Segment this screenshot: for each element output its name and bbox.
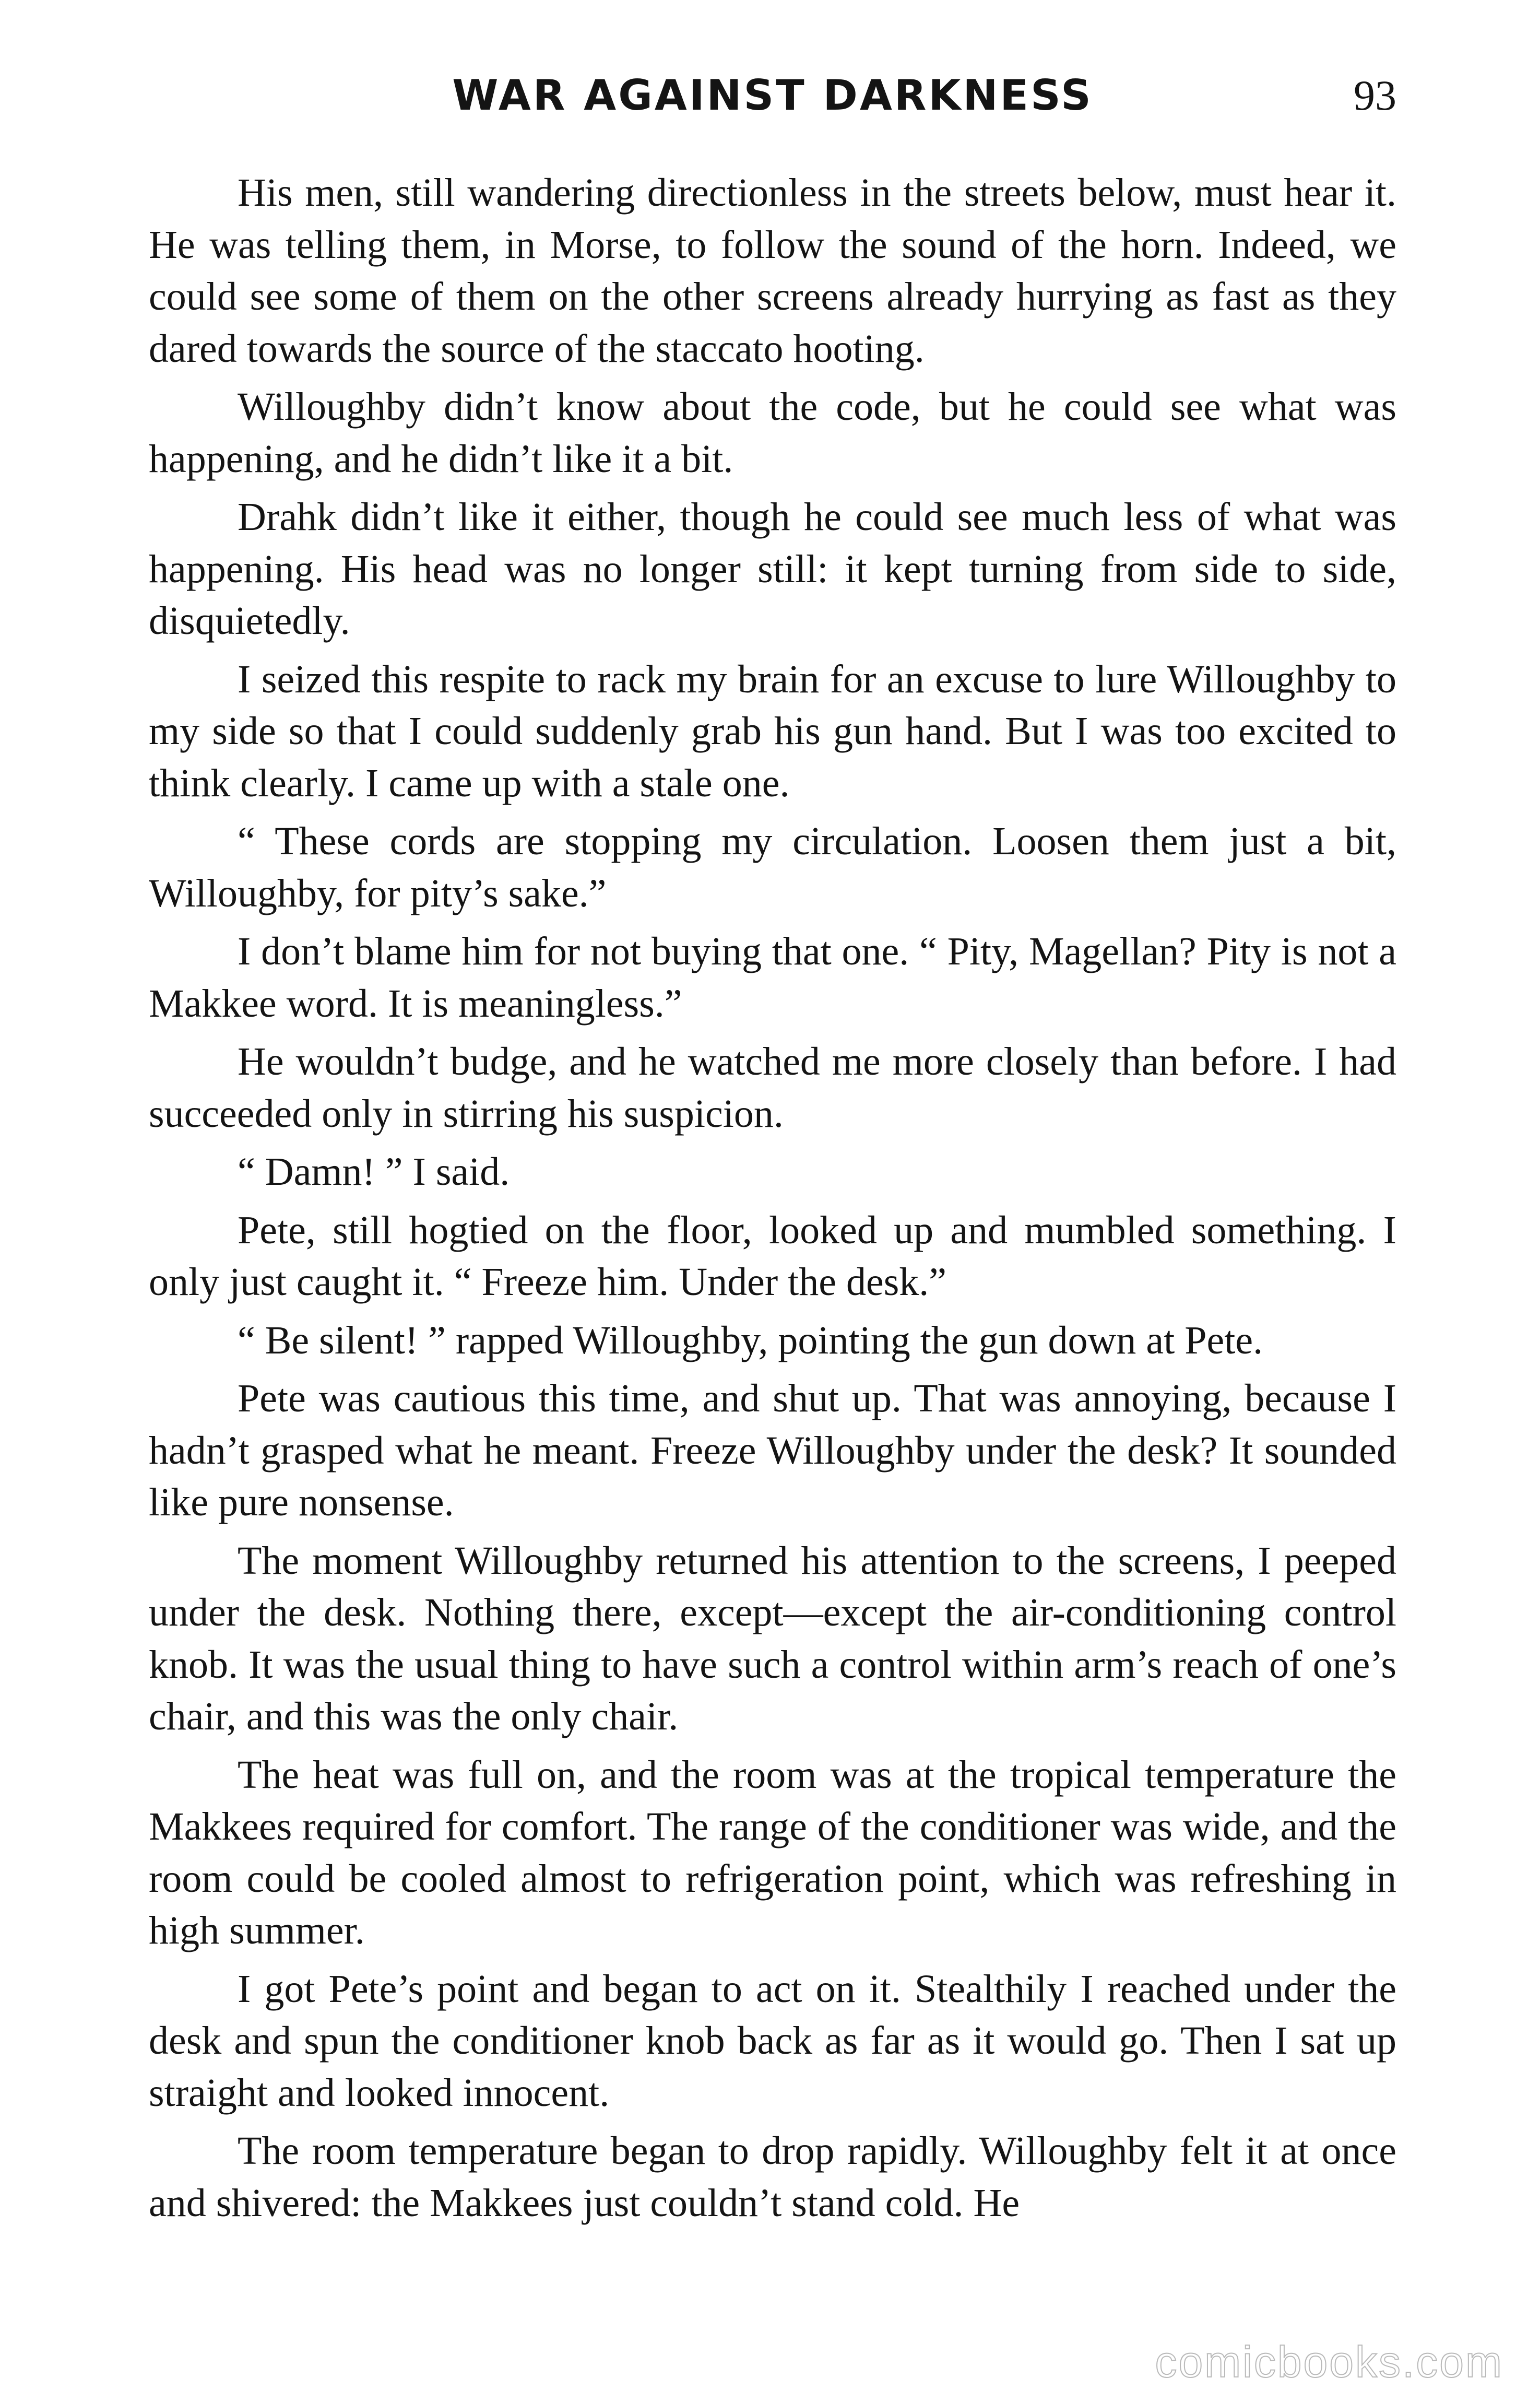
paragraph-6: I don’t blame him for not buying that one. “ Pity, Magellan? Pity is not a Makkee word. It is meaningless.” <box>149 929 1396 1026</box>
paragraph-1: His men, still wandering directionless in the streets below, must hear it. He was telling them, in Morse, to follow the sound of the horn. Indeed, we could see some of them on the other screens already hurrying as fast as they dared towards the source of the staccato hooting. <box>149 171 1396 371</box>
running-head <box>149 67 1396 124</box>
body-text <box>149 167 1396 2235</box>
paragraph-15: The room temperature began to drop rapidly. Willoughby felt it at once and shivered: the Makkees just couldn’t stand cold. He <box>149 2129 1396 2225</box>
paragraph-12: The moment Willoughby returned his attention to the screens, I peeped under the desk. Nothing there, except—except the air-conditioning control knob. It was the usual thing to have such a control within arm’s reach of one’s chair, and this was the only chair. <box>149 1538 1396 1738</box>
page-number: 93 <box>1354 72 1396 119</box>
paragraph-8: “ Damn! ” I said. <box>238 1150 510 1194</box>
paragraph-7: He wouldn’t budge, and he watched me more closely than before. I had succeeded only in stirring his suspicion. <box>149 1040 1396 1136</box>
watermark: comicbooks.com <box>1155 2337 1503 2386</box>
paragraph-4: I seized this respite to rack my brain for an excuse to lure Willoughby to my side so that I could suddenly grab his gun hand. But I was too excited to think clearly. I came up with a stale one. <box>149 657 1396 805</box>
paragraph-2: Willoughby didn’t know about the code, but he could see what was happening, and he didn’t like it a bit. <box>149 385 1396 481</box>
chapter-title: WAR AGAINST DARKNESS <box>452 71 1093 120</box>
paragraph-11: Pete was cautious this time, and shut up. That was annoying, because I hadn’t grasped what he meant. Freeze Willoughby under the desk? It sounded like pure nonsense. <box>149 1376 1396 1524</box>
paragraph-3: Drahk didn’t like it either, though he could see much less of what was happening. His head was no longer still: it kept turning from side to side, disquietedly. <box>149 495 1396 643</box>
paragraph-5: “ These cords are stopping my circulation. Loosen them just a bit, Willoughby, for pity’s sake.” <box>149 819 1396 915</box>
paragraph-10: “ Be silent! ” rapped Willoughby, pointing the gun down at Pete. <box>238 1318 1263 1362</box>
paragraph-9: Pete, still hogtied on the floor, looked up and mumbled something. I only just caught it. “ Freeze him. Under the desk.” <box>149 1208 1396 1304</box>
paragraph-14: I got Pete’s point and began to act on it. Stealthily I reached under the desk and spun the conditioner knob back as far as it would go. Then I sat up straight and looked innocent. <box>149 1967 1396 2115</box>
paragraph-13: The heat was full on, and the room was at the tropical temperature the Makkees required for comfort. The range of the conditioner was wide, and the room could be cooled almost to refrigeration point, which was refreshing in high summer. <box>149 1752 1396 1952</box>
